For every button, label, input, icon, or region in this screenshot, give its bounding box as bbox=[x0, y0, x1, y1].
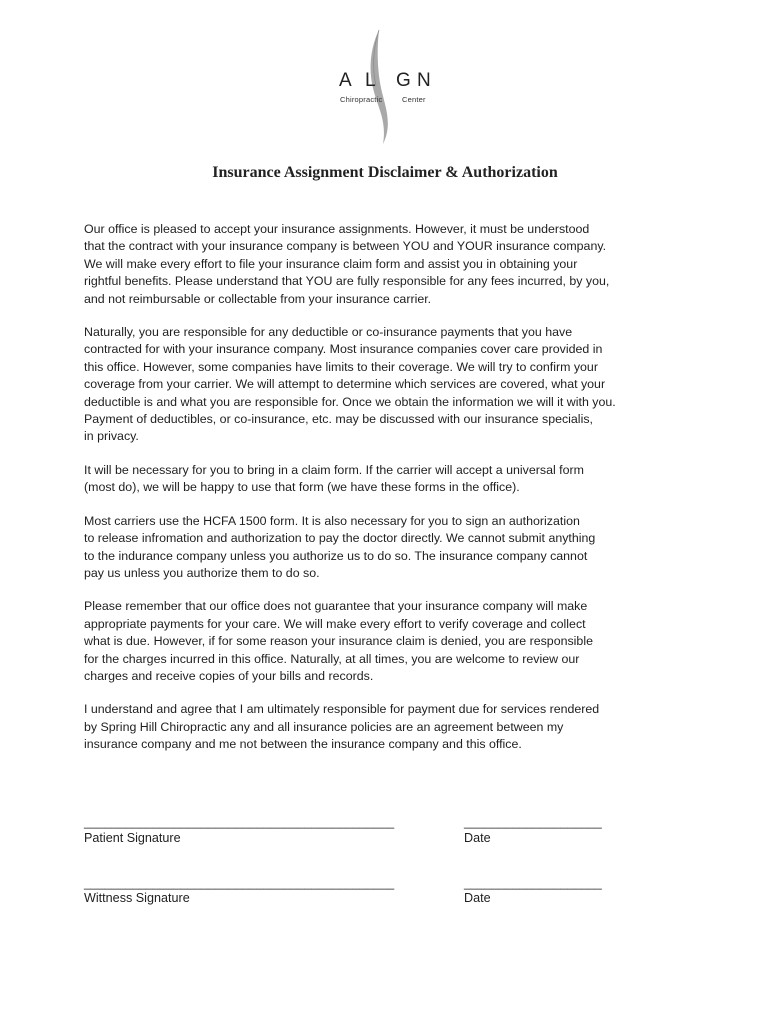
logo-subtitle-chiropractic: Chiropractic bbox=[340, 95, 383, 104]
logo-subtitle-center: Center bbox=[402, 95, 426, 104]
document-body bbox=[84, 221, 694, 770]
witness-signature-label: Wittness Signature bbox=[84, 891, 190, 905]
witness-signature-line[interactable]: _____________________________________________ bbox=[84, 876, 395, 890]
patient-signature-label: Patient Signature bbox=[84, 831, 181, 845]
paragraph-agreement: I understand and agree that I am ultimately responsible for payment due for services rendered by Spring Hill Chiropractic any and all insurance policies are an agreement between my insurance company and me not between the insurance company and this office. bbox=[84, 702, 600, 752]
paragraph-claim-form: It will be necessary for you to bring in a claim form. If the carrier will accept a universal form (most do), we will be happy to use that form (we have these forms in the office). bbox=[84, 462, 584, 495]
paragraph-insurance-assignments: Our office is pleased to accept your insurance assignments. However, it must be understood that the contract with your insurance company is between YOU and YOUR insurance company. We will make every effort to file your insurance claim form and assist you in obtaining your rightful benefits. Please understand that YOU are fully responsible for any fees incurred, by you, and not reimbursable or collectable from your insurance carrier. bbox=[84, 222, 610, 306]
patient-signature-line[interactable]: _____________________________________________ bbox=[84, 815, 395, 829]
logo-letter-g: G bbox=[396, 70, 420, 91]
witness-date-label: Date bbox=[464, 891, 491, 905]
paragraph-no-guarantee: Please remember that our office does not guarantee that your insurance company will make appropriate payments for your care. We will make every effort to verify coverage and collect what is due. However, if for some reason your insurance claim is denied, you are responsible for the charges incurred in this office. Naturally, at all times, you are welcome to review our charges and receive copies of your bills and records. bbox=[84, 599, 593, 683]
align-chiropractic-logo bbox=[335, 28, 445, 148]
paragraph-hcfa-authorization: Most carriers use the HCFA 1500 form. It is also necessary for you to sign an authorization to release infromation and authorization to pay the doctor directly. We cannot submit anything to the indurance company unless you authorize us to do so. The insurance company cannot pay us unless you authorize them to do so. bbox=[84, 513, 596, 580]
logo-letter-n: N bbox=[417, 70, 440, 91]
logo-letter-l: L bbox=[365, 70, 385, 91]
paragraph-deductibles: Naturally, you are responsible for any deductible or co-insurance payments that you have contracted for with your insurance company. Most insurance companies cover care provided in this office. However, some companies have limits to their coverage. We will try to confirm your coverage from your carrier. We will attempt to determine which services are covered, what your deductible is and what you are responsible for. Once we obtain the information we will it with you. Payment of deductibles, or co-insurance, etc. may be discussed with our insurance specialis, in privacy. bbox=[84, 325, 616, 444]
logo-letter-a: A bbox=[339, 70, 361, 91]
patient-date-line[interactable]: ____________________ bbox=[464, 815, 602, 829]
document-title: Insurance Assignment Disclaimer & Authorization bbox=[212, 164, 558, 181]
patient-date-label: Date bbox=[464, 831, 491, 845]
witness-date-line[interactable]: ____________________ bbox=[464, 876, 602, 890]
